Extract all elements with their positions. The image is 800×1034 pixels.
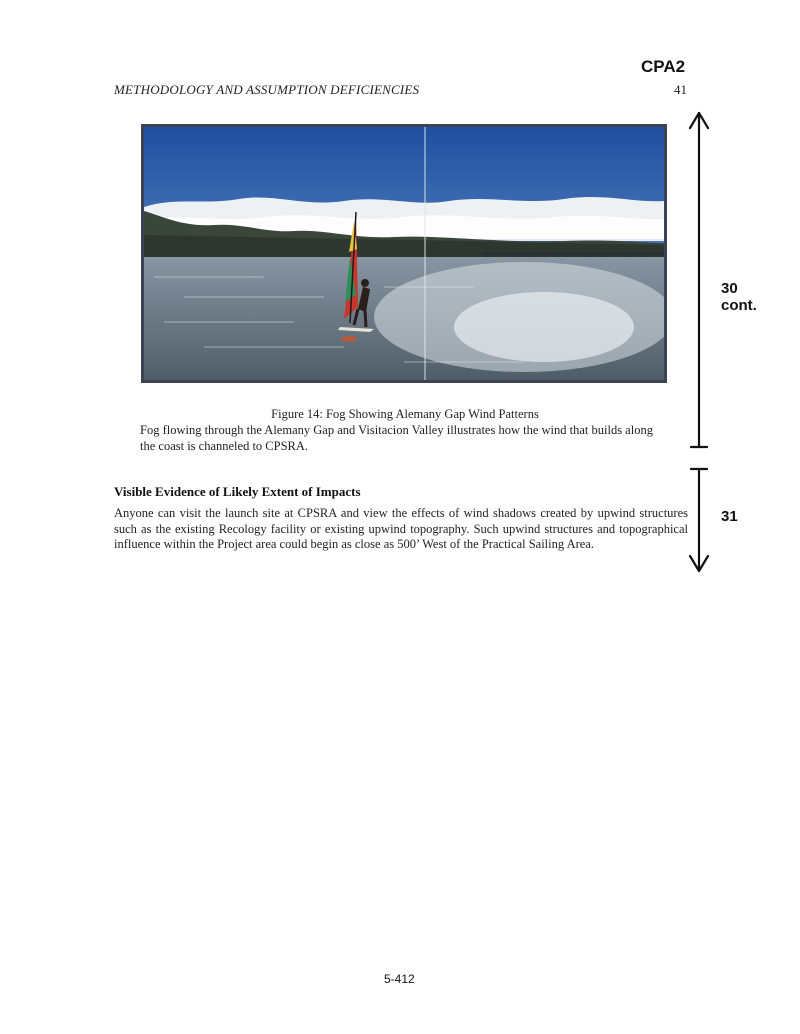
section-body-paragraph: Anyone can visit the launch site at CPSRA and view the effects of wind shadows created by upwind structures such as the existing Recology facility or existing upwind topography. Such upwind structures and topographical influence within the Project area could begin as close as 500’ West of the Practical Sailing Area.	[114, 506, 688, 552]
figure-caption-text: Fog flowing through the Alemany Gap and Visitacion Valley illustrates how the wind that builds along the coast is channeled to CPSRA.	[140, 423, 653, 453]
running-header-title: METHODOLOGY AND ASSUMPTION DEFICIENCIES	[114, 82, 420, 97]
comment-30-cont: cont.	[721, 297, 757, 314]
section-heading: Visible Evidence of Likely Extent of Impacts	[114, 484, 361, 499]
comment-30-label	[721, 280, 757, 314]
comment-set-label: CPA2	[641, 57, 686, 76]
page-number: 41	[674, 82, 687, 97]
comment-30-number: 30	[721, 280, 738, 297]
figure-title: Figure 14: Fog Showing Alemany Gap Wind Patterns	[271, 407, 539, 421]
document-page-number: 5-412	[384, 972, 415, 986]
comment-31-label: 31	[721, 508, 738, 525]
